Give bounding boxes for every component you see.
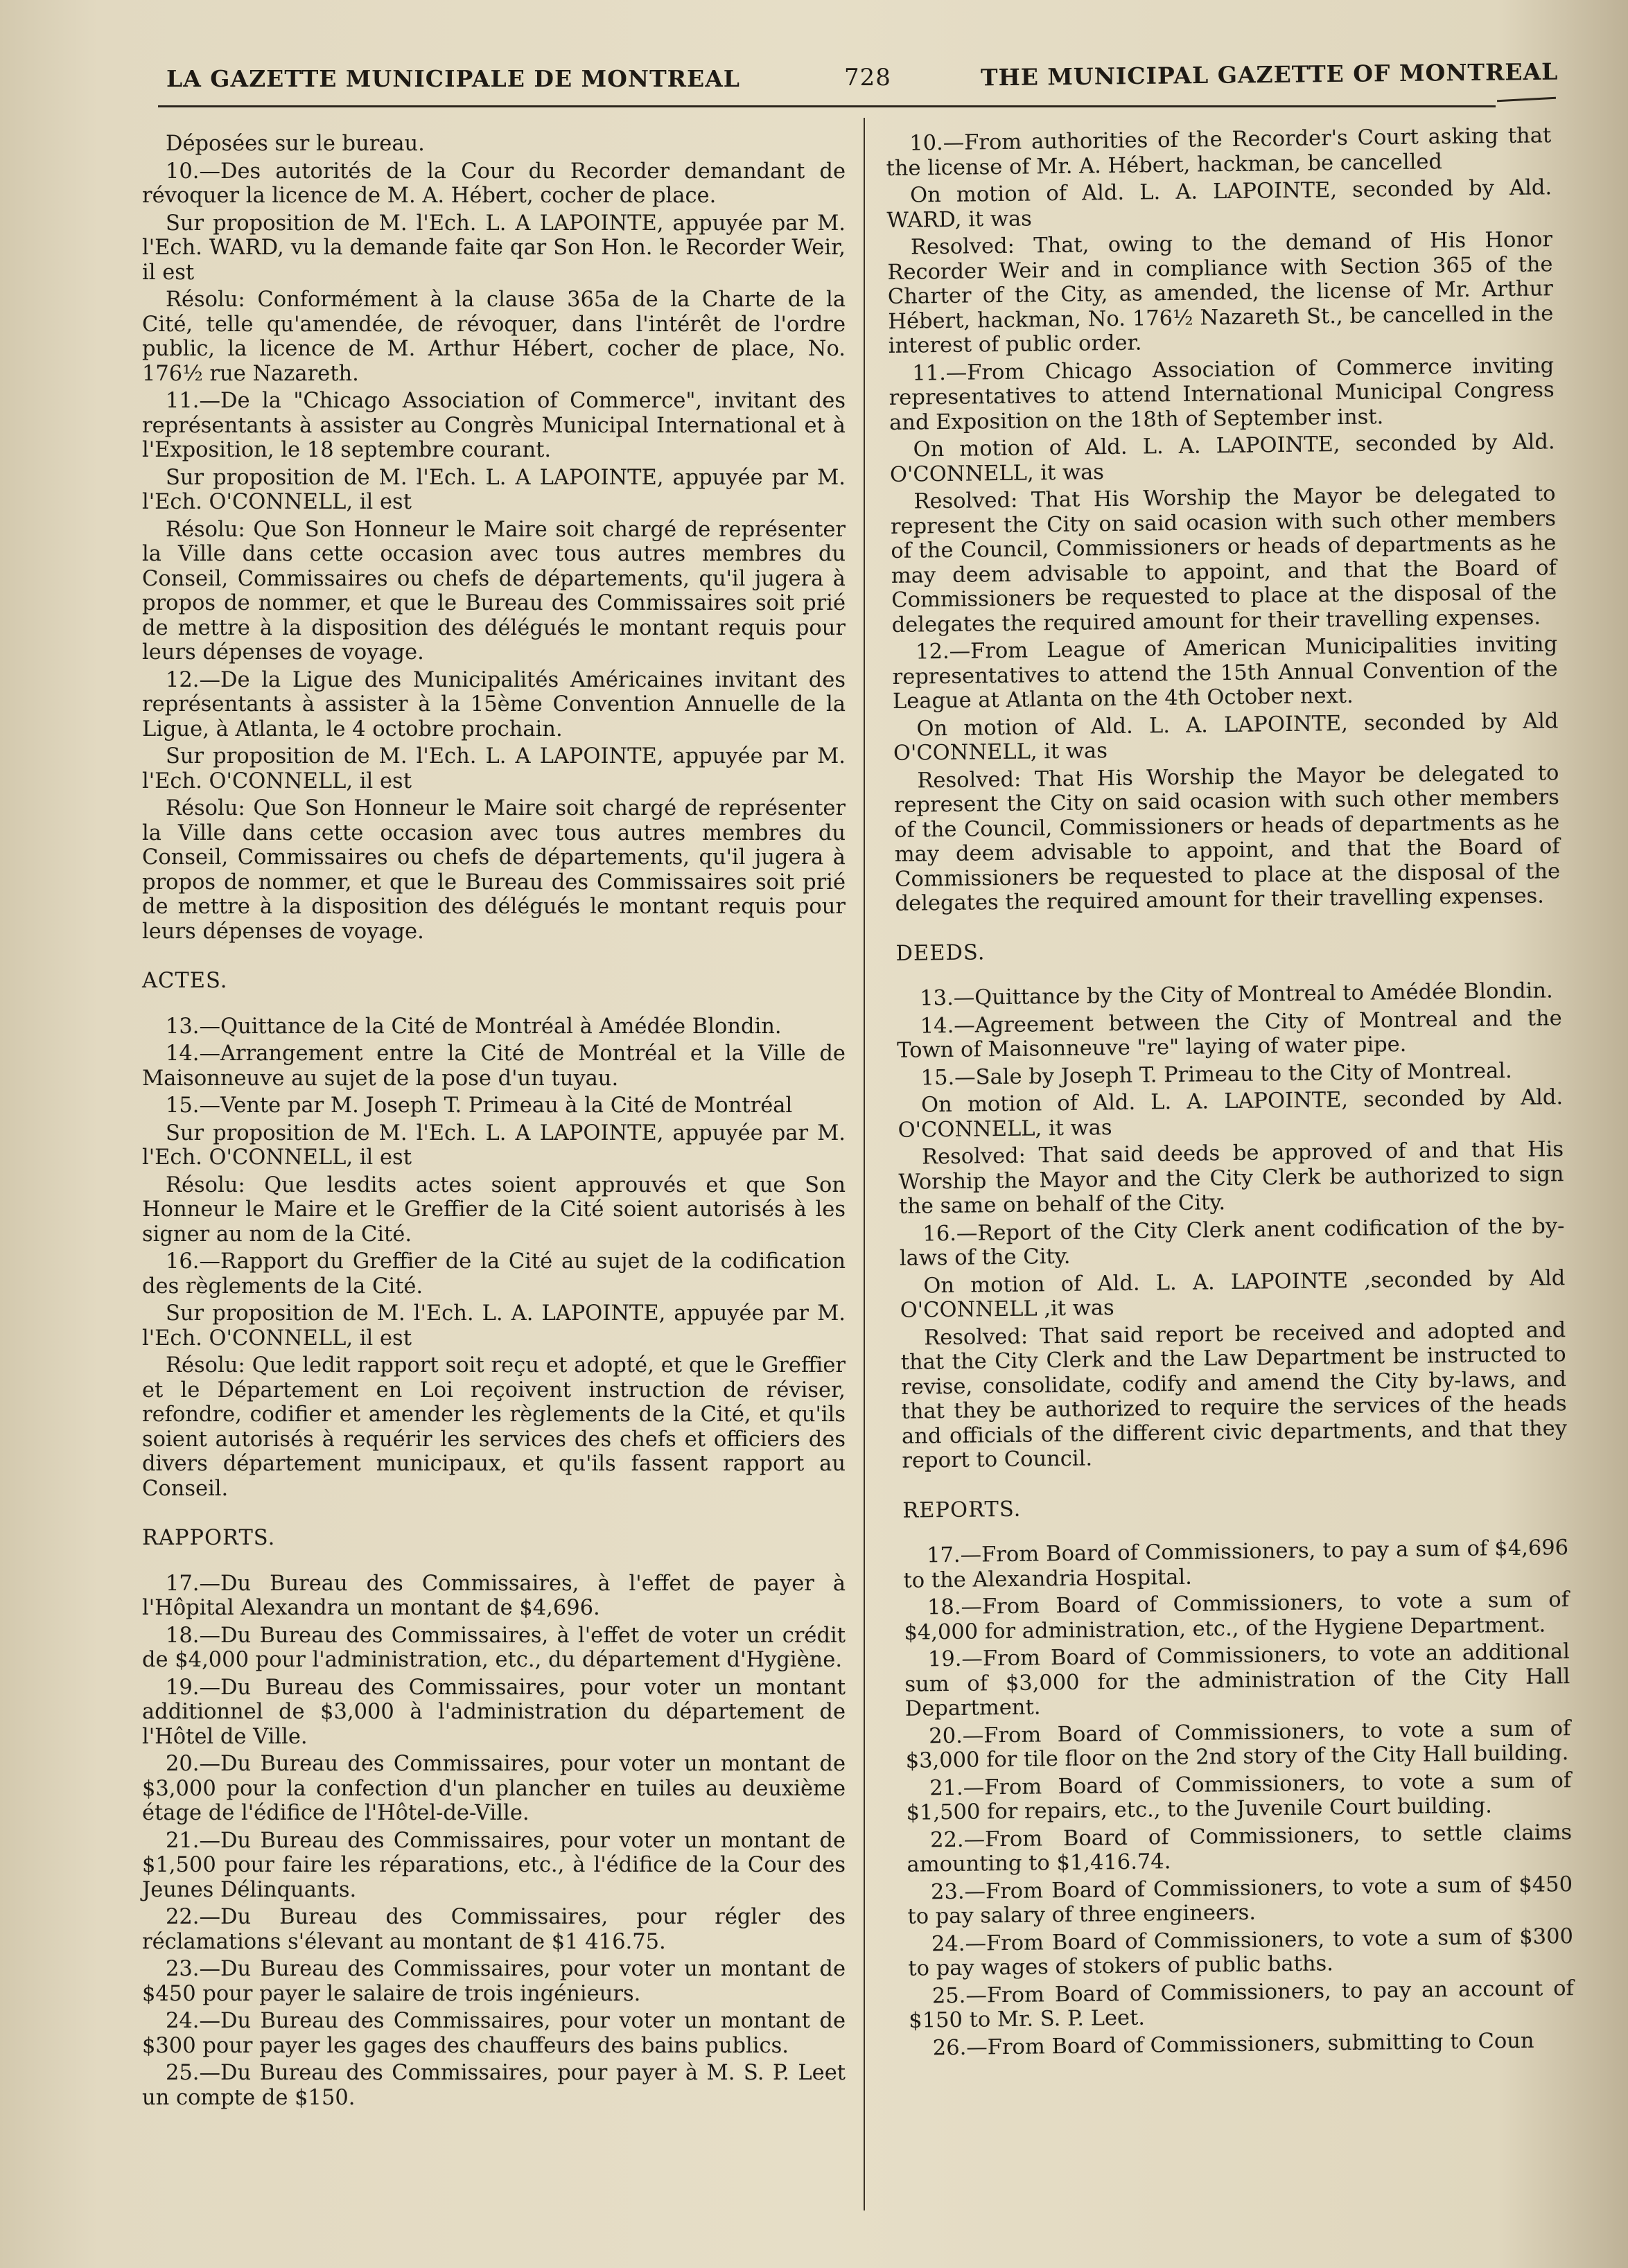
paragraph: Resolved: That, owing to the demand of His Honor Recorder Weir and in compliance with Section 365 of the Charter of the City, as amended, the license of Mr. Arthur Hébert, hackman, No. 176½ Nazareth St., be cancelled in the interest of public order. — [887, 227, 1554, 358]
paragraph: Sur proposition de M. l'Ech. L. A. LAPOINTE, appuyée par M. l'Ech. O'CONNELL, il est — [142, 1301, 846, 1351]
column-divider — [864, 118, 865, 2210]
paragraph: 24.—From Board of Commissioners, to vote a sum of $300 to pay wages of stokers of public baths. — [908, 1924, 1574, 1981]
paragraph: On motion of Ald. L. A. LAPOINTE ,seconded by Ald O'CONNELL ,it was — [900, 1265, 1566, 1323]
paragraph: On motion of Ald. L. A. LAPOINTE, seconded by Ald. O'CONNELL, it was — [898, 1085, 1564, 1143]
page-number: 728 — [844, 64, 891, 91]
paragraph: Resolved: That said deeds be approved of and that His Worship the Mayor and the City Clerk be authorized to sign the same on behalf of the City. — [898, 1137, 1564, 1219]
paragraph: Resolved: That said report be received and adopted and that the City Clerk and the Law Department be instructed to revise, consolidate, codify and amend the City by-laws, and that they be authorized to require the services of the heads and officials of the different civic departments, and that they report to Council. — [900, 1317, 1568, 1473]
paragraph: 21.—From Board of Commissioners, to vote a sum of $1,500 for repairs, etc., to the Juvenile Court building. — [906, 1768, 1572, 1825]
paragraph: 16.—Report of the City Clerk anent codification of the by-laws of the City. — [899, 1213, 1565, 1271]
paragraph: 13.—Quittance de la Cité de Montréal à Amédée Blondin. — [166, 1014, 782, 1039]
paragraph: Déposées sur le bureau. — [166, 132, 425, 156]
paragraph: 22.—From Board of Commissioners, to settle claims amounting to $1,416.74. — [907, 1820, 1573, 1877]
paragraph: 24.—Du Bureau des Commissaires, pour voter un montant de $300 pour payer les gages des chauffeurs des bains publics. — [142, 2009, 846, 2058]
paragraph: 14.—Agreement between the City of Montreal and the Town of Maisonneuve "re" laying of water pipe. — [896, 1005, 1562, 1063]
section-heading-actes: ACTES. — [142, 969, 228, 993]
paragraph: 15.—Sale by Joseph T. Primeau to the City of Montreal. — [920, 1058, 1512, 1090]
paragraph: 21.—Du Bureau des Commissaires, pour voter un montant de $1,500 pour faire les réparations, etc., à l'édifice de la Cour des Jeunes Délinquants. — [142, 1828, 846, 1902]
paragraph: Sur proposition de M. l'Ech. L. A LAPOINTE, appuyée par M. l'Ech. O'CONNELL, il est — [142, 465, 846, 514]
paragraph: 18.—From Board of Commissioners, to vote a sum of $4,000 for administration, etc., of the Hygiene Department. — [904, 1588, 1570, 1645]
paragraph: 23.—Du Bureau des Commissaires, pour voter un montant de $450 pour payer le salaire de trois ingénieurs. — [142, 1957, 846, 2006]
paragraph: 25.—Du Bureau des Commissaires, pour payer à M. S. P. Leet un compte de $150. — [142, 2061, 846, 2110]
header-rule — [158, 105, 1496, 107]
french-column — [142, 132, 846, 2113]
paragraph: 11.—From Chicago Association of Commerce inviting representatives to attend International Municipal Congress and Exposition on the 18th of September inst. — [889, 353, 1555, 435]
section-heading-reports: REPORTS. — [902, 1497, 1022, 1523]
paragraph: 22.—Du Bureau des Commissaires, pour régler des réclamations s'élevant au montant de $1 416.75. — [142, 1905, 846, 1954]
english-column — [886, 123, 1575, 2064]
section-heading-rapports: RAPPORTS. — [142, 1526, 276, 1550]
paragraph: 20.—Du Bureau des Commissaires, pour voter un montant de $3,000 pour la confection d'un plancher en tuiles au deuxième étage de l'édifice de l'Hôtel-de-Ville. — [142, 1752, 846, 1825]
paragraph: 18.—Du Bureau des Commissaires, à l'effet de voter un crédit de $4,000 pour l'administration, etc., du département d'Hygiène. — [142, 1623, 846, 1672]
paragraph: Sur proposition de M. l'Ech. L. A LAPOINTE, appuyée par M. l'Ech. WARD, vu la demande faite qar Son Hon. le Recorder Weir, il est — [142, 211, 846, 285]
section-heading-deeds: DEEDS. — [895, 940, 986, 966]
paragraph: Resolved: That His Worship the Mayor be delegated to represent the City on said ocasion with such other members of the Council, Commissioners or heads of departments as he may deem advisable to appoint, and that the Board of Commissioners be requested to place at the disposal of the delegates the required amount for their travelling expenses. — [893, 760, 1561, 916]
paragraph: 10.—From authorities of the Recorder's Court asking that the license of Mr. A. Hébert, hackman, be cancelled — [886, 123, 1552, 181]
paragraph: 25.—From Board of Commissioners, to pay an account of $150 to Mr. S. P. Leet. — [909, 1976, 1575, 2033]
paragraph: Résolu: Que ledit rapport soit reçu et adopté, et que le Greffier et le Département en Loi reçoivent instruction de réviser, refondre, codifier et amender les règlements de la Cité, et qu'ils soient autorisés à requérir les services des chefs et officiers des divers département municipaux, et qu'ils fassent rapport au Conseil. — [142, 1353, 846, 1501]
paragraph: 12.—De la Ligue des Municipalités Américaines invitant des représentants à assister à la 15ème Convention Annuelle de la Ligue, à Atlanta, le 4 octobre prochain. — [142, 667, 846, 741]
paragraph: Sur proposition de M. l'Ech. L. A LAPOINTE, appuyée par M. l'Ech. O'CONNELL, il est — [142, 744, 846, 793]
paragraph: On motion of Ald. L. A. LAPOINTE, seconded by Ald O'CONNELL, it was — [893, 708, 1559, 766]
paragraph: 23.—From Board of Commissioners, to vote a sum of $450 to pay salary of three engineers. — [907, 1872, 1573, 1929]
paragraph: On motion of Ald. L. A. LAPOINTE, seconded by Ald. WARD, it was — [886, 175, 1552, 233]
paragraph: Resolved: That His Worship the Mayor be delegated to represent the City on said ocasion with such other members of the Council, Commissioners or heads of departments as he may deem advisable to appoint, and that the Board of Commissioners be requested to place at the disposal of the delegates the required amount for their travelling expenses. — [890, 482, 1557, 638]
paragraph: Résolu: Que lesdits actes soient approuvés et que Son Honneur le Maire et le Greffier de la Cité soient autorisés à les signer au nom de la Cité. — [142, 1172, 846, 1247]
paragraph: 16.—Rapport du Greffier de la Cité au sujet de la codification des règlements de la Cité. — [142, 1249, 846, 1299]
paragraph: 26.—From Board of Commissioners, submitting to Coun — [932, 2028, 1534, 2060]
paragraph: 15.—Vente par M. Joseph T. Primeau à la Cité de Montréal — [166, 1093, 793, 1118]
paragraph: Résolu: Conformément à la clause 365a de la Charte de la Cité, telle qu'amendée, de révoquer, dans l'intérêt de l'ordre public, la licence de M. Arthur Hébert, cocher de place, No. 176½ rue Nazareth. — [142, 288, 846, 386]
page-header — [158, 57, 1558, 98]
paragraph: 19.—From Board of Commissioners, to vote an additional sum of $3,000 for the administration of the City Hall Department. — [904, 1640, 1570, 1721]
paragraph: Résolu: Que Son Honneur le Maire soit chargé de représenter la Ville dans cette occasion avec tous autres membres du Conseil, Commissaires ou chefs de départements, qu'il jugera à propos de nommer, et que le Bureau des Commissaires soit prié de mettre à la disposition des délégués le montant requis pour leurs dépenses de voyage. — [142, 517, 846, 665]
header-english-title: THE MUNICIPAL GAZETTE OF MONTREAL — [980, 58, 1559, 91]
header-french-title: LA GAZETTE MUNICIPALE DE MONTREAL — [166, 65, 741, 92]
paragraph: 14.—Arrangement entre la Cité de Montréal et la Ville de Maisonneuve au sujet de la pose d'un tuyau. — [142, 1041, 846, 1091]
paragraph: On motion of Ald. L. A. LAPOINTE, seconded by Ald. O'CONNELL, it was — [889, 430, 1555, 487]
paragraph: 17.—Du Bureau des Commissaires, à l'effet de payer à l'Hôpital Alexandra un montant de $4,696. — [142, 1571, 846, 1620]
paragraph: Sur proposition de M. l'Ech. L. A LAPOINTE, appuyée par M. l'Ech. O'CONNELL, il est — [142, 1120, 846, 1170]
paragraph: 13.—Quittance by the City of Montreal to Amédée Blondin. — [920, 978, 1553, 1011]
paragraph: 11.—De la "Chicago Association of Commerce", invitant des représentants à assister au Congrès Municipal International et à l'Exposition, le 18 septembre courant. — [142, 389, 846, 462]
paragraph: 10.—Des autorités de la Cour du Recorder demandant de révoquer la licence de M. A. Hébert, cocher de place. — [142, 159, 846, 208]
paragraph: 20.—From Board of Commissioners, to vote a sum of $3,000 for tile floor on the 2nd story of the City Hall building. — [905, 1716, 1571, 1773]
paragraph: 12.—From League of American Municipalities inviting representatives to attend the 15th Annual Convention of the League at Atlanta on the 4th October next. — [892, 632, 1558, 714]
paragraph: Résolu: Que Son Honneur le Maire soit chargé de représenter la Ville dans cette occasion avec tous autres membres du Conseil, Commissaires ou chefs de départements, qu'il jugera à propos de nommer, et que le Bureau des Commissaires soit prié de mettre à la disposition des délégués le montant requis pour leurs dépenses de voyage. — [142, 796, 846, 944]
paragraph: 19.—Du Bureau des Commissaires, pour voter un montant additionnel de $3,000 à l'administration du département de l'Hôtel de Ville. — [142, 1675, 846, 1749]
paragraph: 17.—From Board of Commissioners, to pay a sum of $4,696 to the Alexandria Hospital. — [903, 1536, 1569, 1593]
